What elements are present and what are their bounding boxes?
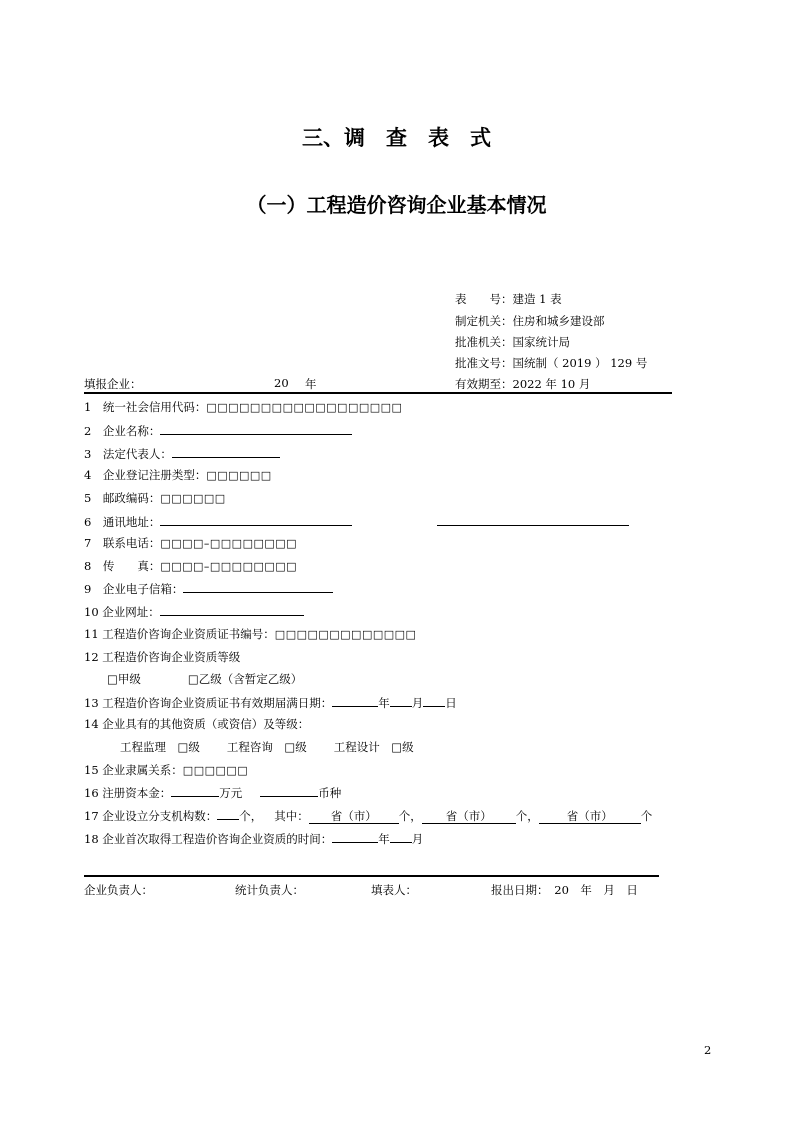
field-registration-type[interactable] bbox=[84, 468, 272, 483]
expiry-month-label: 月 bbox=[411, 696, 424, 710]
filler-label: 填表人： bbox=[371, 883, 417, 897]
fax-boxes[interactable]: □□□□–□□□□□□□□ bbox=[160, 560, 298, 573]
field-affiliation[interactable] bbox=[84, 763, 248, 778]
first-year-label: 年 bbox=[378, 832, 390, 846]
field-label: 2 企业名称： bbox=[84, 424, 161, 438]
bottom-rule bbox=[84, 875, 659, 877]
branch-among-label: 其中： bbox=[274, 809, 309, 823]
expiry-day-blank[interactable] bbox=[423, 695, 445, 707]
expiry-year-blank[interactable] bbox=[332, 695, 378, 707]
form-section-title: 三、调 查 表 式 bbox=[302, 126, 491, 150]
field-qualification-grade bbox=[84, 650, 240, 664]
field-label: 12 工程造价咨询企业资质等级 bbox=[84, 650, 241, 664]
field-label: 17 企业设立分支机构数： bbox=[84, 809, 218, 823]
field-label: 14 企业具有的其他资质（或资信）及等级： bbox=[84, 717, 310, 731]
branch-province-1[interactable]: 省（市） bbox=[309, 810, 399, 824]
meta-valid-until: 有效期至：2022 年 10 月 bbox=[455, 377, 591, 391]
registration-type-boxes[interactable]: □□□□□□ bbox=[206, 469, 272, 482]
field-label: 6 通讯地址： bbox=[84, 515, 161, 529]
currency-blank[interactable] bbox=[260, 785, 318, 797]
field-email[interactable] bbox=[84, 581, 333, 596]
report-year-suffix: 年 bbox=[305, 377, 317, 391]
branch-sep-2: 个， bbox=[515, 809, 539, 823]
field-label: 4 企业登记注册类型： bbox=[84, 468, 207, 482]
first-year-blank[interactable] bbox=[332, 831, 378, 843]
field-cert-number[interactable] bbox=[84, 627, 416, 642]
field-phone[interactable] bbox=[84, 536, 297, 551]
currency-label: 币种 bbox=[318, 786, 342, 800]
field-legal-rep[interactable] bbox=[84, 446, 280, 461]
field-company-name[interactable] bbox=[84, 423, 352, 438]
branch-count-blank[interactable] bbox=[217, 808, 239, 820]
meta-approver: 批准机关：国家统计局 bbox=[455, 335, 570, 349]
cert-number-boxes[interactable]: □□□□□□□□□□□□□ bbox=[274, 628, 417, 641]
stats-head-label: 统计负责人： bbox=[235, 883, 304, 897]
form-subtitle: （一）工程造价咨询企业基本情况 bbox=[246, 193, 547, 217]
field-label: 11 工程造价咨询企业资质证书编号： bbox=[84, 627, 275, 641]
meta-agency: 制定机关：住房和城乡建设部 bbox=[455, 314, 605, 328]
expiry-day-label: 日 bbox=[445, 696, 457, 710]
branch-end: 个 bbox=[640, 809, 653, 823]
field-branches[interactable] bbox=[84, 808, 652, 824]
field-label: 9 企业电子信箱： bbox=[84, 582, 184, 596]
phone-boxes[interactable]: □□□□–□□□□□□□□ bbox=[160, 537, 298, 550]
first-month-blank[interactable] bbox=[390, 831, 412, 843]
grade-options[interactable] bbox=[107, 672, 302, 686]
branch-province-3[interactable]: 省（市） bbox=[539, 810, 641, 824]
page-number: 2 bbox=[704, 1043, 712, 1057]
field-first-qualification-date[interactable] bbox=[84, 831, 423, 846]
field-label: 7 联系电话： bbox=[84, 536, 161, 550]
grade-b-option[interactable]: □乙级（含暂定乙级） bbox=[187, 672, 303, 686]
first-month-label: 月 bbox=[411, 832, 424, 846]
branch-province-2[interactable]: 省（市） bbox=[422, 810, 516, 824]
expiry-month-blank[interactable] bbox=[390, 695, 412, 707]
field-label: 10 企业网址： bbox=[84, 605, 160, 619]
address-blank-1[interactable] bbox=[160, 514, 352, 526]
field-label: 15 企业隶属关系： bbox=[84, 763, 183, 777]
field-label: 5 邮政编码： bbox=[84, 491, 161, 505]
field-label: 8 传 真： bbox=[84, 559, 161, 573]
branch-unit: 个， bbox=[239, 809, 263, 823]
website-blank[interactable] bbox=[160, 604, 304, 616]
address-blank-2[interactable] bbox=[437, 514, 629, 526]
capital-unit: 万元 bbox=[219, 786, 243, 800]
branch-sep-1: 个， bbox=[398, 809, 422, 823]
field-fax[interactable] bbox=[84, 559, 297, 574]
field-label: 16 注册资本金： bbox=[84, 786, 172, 800]
supervision-grade-option[interactable]: 工程监理 □级 bbox=[120, 740, 200, 754]
field-label: 1 统一社会信用代码： bbox=[84, 400, 207, 414]
postcode-boxes[interactable]: □□□□□□ bbox=[160, 492, 226, 505]
field-cert-expiry[interactable] bbox=[84, 695, 457, 710]
field-registered-capital[interactable] bbox=[84, 785, 341, 800]
field-label: 18 企业首次取得工程造价咨询企业资质的时间： bbox=[84, 832, 333, 846]
field-website[interactable] bbox=[84, 604, 304, 619]
field-label: 3 法定代表人： bbox=[84, 447, 172, 461]
meta-table-number: 表 号：建造 1 表 bbox=[455, 292, 562, 306]
affiliation-boxes[interactable]: □□□□□□ bbox=[182, 764, 249, 777]
field-postcode[interactable] bbox=[84, 491, 226, 506]
email-blank[interactable] bbox=[183, 581, 333, 593]
other-qualification-options[interactable] bbox=[120, 740, 414, 754]
expiry-year-label: 年 bbox=[378, 696, 390, 710]
consulting-grade-option[interactable]: 工程咨询 □级 bbox=[226, 740, 307, 754]
field-label: 13 工程造价咨询企业资质证书有效期届满日期： bbox=[84, 696, 333, 710]
field-address[interactable] bbox=[84, 514, 629, 529]
legal-rep-blank[interactable] bbox=[172, 446, 280, 458]
field-credit-code[interactable] bbox=[84, 400, 402, 415]
top-rule bbox=[84, 392, 672, 394]
credit-code-boxes[interactable]: □□□□□□□□□□□□□□□□□□ bbox=[206, 401, 403, 414]
design-grade-option[interactable]: 工程设计 □级 bbox=[333, 740, 414, 754]
capital-amount-blank[interactable] bbox=[171, 785, 219, 797]
grade-a-option[interactable]: □甲级 bbox=[107, 672, 141, 686]
report-date-label: 报出日期： 20 年 月 日 bbox=[491, 883, 638, 897]
report-year-prefix: 20 bbox=[274, 376, 289, 390]
field-other-qualifications bbox=[84, 717, 309, 731]
reporting-unit-label: 填报企业： bbox=[84, 377, 142, 391]
meta-approval-number: 批准文号：国统制（ 2019 ） 129 号 bbox=[455, 356, 648, 370]
company-head-label: 企业负责人： bbox=[84, 883, 153, 897]
company-name-blank[interactable] bbox=[160, 423, 352, 435]
